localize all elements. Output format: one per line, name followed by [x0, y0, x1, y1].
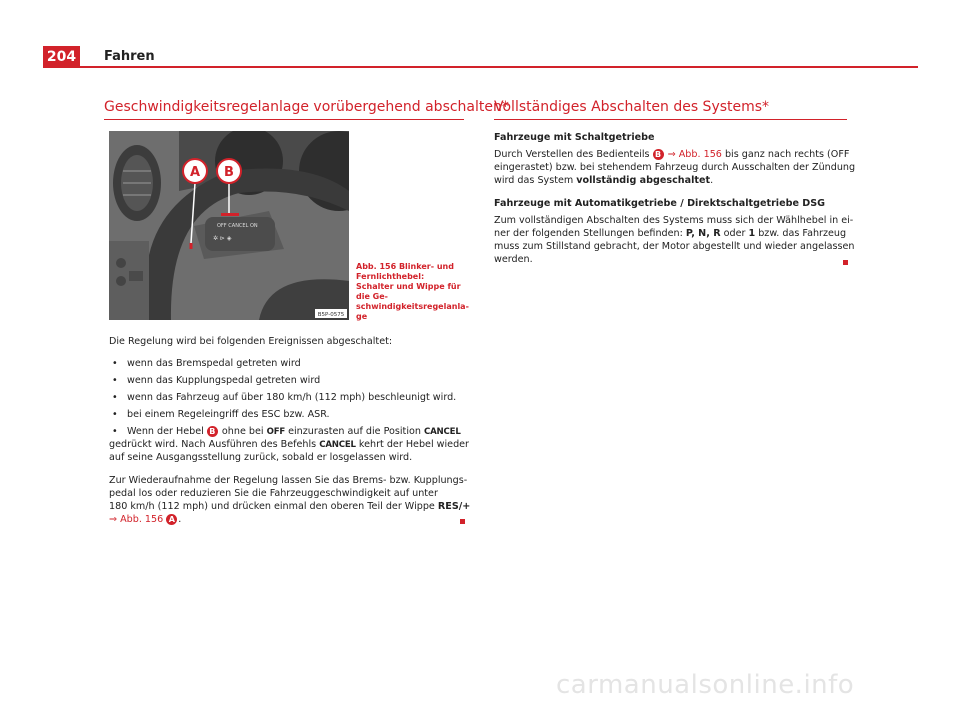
chapter-title: Fahren	[104, 49, 155, 64]
figure-156	[109, 131, 349, 320]
list-item-continuation	[109, 438, 469, 452]
callout-a: A	[189, 165, 201, 180]
figure-caption: Abb. 156 Blinker- und Fernlichthebel: Schalter und Wippe für die Geschwindigkeitsregelanlage	[356, 262, 469, 321]
list-item	[112, 391, 472, 404]
control-res-label: RES/+	[437, 501, 471, 512]
emphasis-text: vollständig abgeschaltet	[576, 175, 711, 186]
paragraph-line	[494, 148, 849, 161]
bullet-dot: •	[112, 375, 118, 386]
list-item-text: wenn das Bremspedal getreten wird	[127, 358, 301, 369]
text-run: kehrt der Hebel wieder	[355, 439, 470, 450]
section-end-marker	[843, 260, 848, 265]
paragraph-line: pedal los oder reduzieren Sie die Fahrzeuggeschwindigkeit auf unter	[109, 488, 438, 499]
callout-b-ref: B	[653, 149, 664, 160]
callout-b-ref: B	[207, 426, 218, 437]
control-cancel-label: CANCEL	[319, 440, 356, 450]
paragraph-line	[494, 174, 713, 187]
text-run: Durch Verstellen des Bedienteils	[494, 149, 653, 160]
paragraph-line: werden.	[494, 254, 533, 265]
paragraph-line: eingerastet) bzw. bei stehendem Fahrzeug durch Ausschalten der Zündung	[494, 162, 856, 173]
text-run: bis ganz nach rechts (OFF	[721, 149, 850, 160]
list-item	[112, 425, 472, 438]
right-section-rule	[494, 119, 847, 120]
watermark: carmanualsonline.info	[556, 670, 855, 700]
text-run: gedrückt wird. Nach Ausführen des Befehls	[109, 439, 320, 450]
bullet-dot: •	[112, 409, 118, 420]
text-run: ohne bei	[218, 426, 267, 437]
callout-a-ref: A	[166, 514, 177, 525]
list-item-continuation: auf seine Ausgangsstellung zurück, sobald er losgelassen wird.	[109, 452, 413, 463]
paragraph-line	[494, 227, 846, 240]
svg-text:OFF CANCEL ON: OFF CANCEL ON	[217, 223, 258, 229]
text-run: bzw. das Fahrzeug	[755, 228, 847, 239]
paragraph-line	[109, 500, 470, 513]
figure-reference-link[interactable]: ⇒ Abb. 156	[109, 514, 167, 525]
list-item	[112, 374, 472, 387]
paragraph-line: Zur Wiederaufnahme der Regelung lassen Sie das Brems- bzw. Kupplungs-	[109, 475, 468, 486]
subheading-automatic: Fahrzeuge mit Automatikgetriebe / Direktschaltgetriebe DSG	[494, 198, 826, 209]
text-run: Wenn der Hebel	[127, 426, 204, 437]
svg-text:✲ ⊳ ◈: ✲ ⊳ ◈	[213, 235, 232, 242]
header-rule	[80, 66, 918, 68]
list-item-text: wenn das Kupplungspedal getreten wird	[127, 375, 321, 386]
text-run: 180 km/h (112 mph) und drücken einmal den oberen Teil der Wippe	[109, 501, 438, 512]
bullet-dot: •	[112, 392, 118, 403]
text-run: .	[710, 175, 714, 186]
left-section-rule	[104, 119, 464, 120]
section-end-marker	[460, 519, 465, 524]
figure-code: B5P-0575	[317, 312, 345, 318]
list-item	[112, 357, 472, 370]
text-run: ner der folgenden Stellungen befinden:	[494, 228, 686, 239]
right-section-title: Vollständiges Abschalten des Systems*	[494, 99, 770, 115]
paragraph-line: muss zum Stillstand gebracht, der Motor abgestellt und wieder angelassen	[494, 241, 855, 252]
list-item-text	[127, 425, 461, 439]
list-item	[112, 408, 472, 421]
control-cancel-label: CANCEL	[424, 427, 461, 437]
bullet-dot: •	[112, 358, 118, 369]
text-run: wird das System	[494, 175, 577, 186]
gear-position-1: 1	[748, 228, 756, 239]
text-run: einzurasten auf die Position	[285, 426, 424, 437]
list-item-text: wenn das Fahrzeug auf über 180 km/h (112 mph) beschleunigt wird.	[127, 392, 457, 403]
figure-reference-link[interactable]: ⇒ Abb. 156	[664, 149, 722, 160]
text-run: .	[178, 514, 182, 525]
control-off-label: OFF	[266, 427, 286, 437]
list-item-text: bei einem Regeleingriff des ESC bzw. ASR.	[127, 409, 330, 420]
text-run: oder	[720, 228, 749, 239]
gear-positions: P, N, R	[685, 228, 721, 239]
paragraph-line: Zum vollständigen Abschalten des Systems muss sich der Wählhebel in ei-	[494, 215, 854, 226]
callout-b: B	[224, 165, 234, 180]
bullet-dot: •	[112, 426, 118, 437]
left-section-title: Geschwindigkeitsregelanlage vorübergehend abschalten*	[104, 99, 509, 115]
subheading-manual: Fahrzeuge mit Schaltgetriebe	[494, 132, 655, 143]
steering-column-illustration	[109, 131, 349, 320]
page-number: 204	[43, 46, 80, 68]
paragraph-line	[109, 513, 181, 526]
intro-text: Die Regelung wird bei folgenden Ereignissen abgeschaltet:	[109, 336, 393, 347]
